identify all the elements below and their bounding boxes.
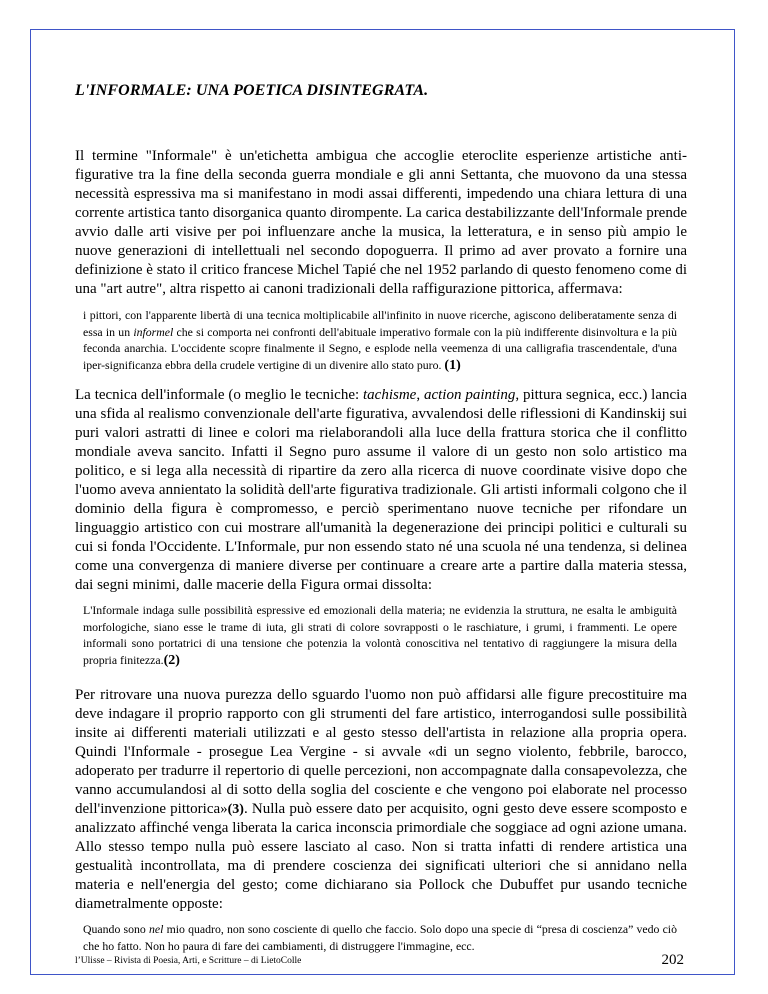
footnote-ref-1[interactable]: (1) bbox=[444, 357, 461, 373]
quote-3-italic: nel bbox=[148, 922, 164, 936]
paragraph-1: Il termine "Informale" è un'etichetta ambigua che accoglie eteroclite esperienze artistiche anti-figurative tra la fine della seconda guerra mondiale e gli anni Settanta, che muovono da una stessa necessità espressiva ma si manifestano in modi assai differenti, impedendo una chiara lettura di una corrente artistica tanto disorganica quanto dirompente. La carica destabilizzante dell'Informale prende avvio dalle arti visive per poi influenzare anche la musica, la letteratura, e in senso più ampio le nuove generazioni di intellettuali nel secondo dopoguerra. Il primo ad aver provato a fornire una definizione è stato il critico francese Michel Tapié che nel 1952 parlando di questo fenomeno come di una "art autre", altra rispetto ai canoni tradizionali della raffigurazione pittorica, affermava: bbox=[75, 148, 687, 297]
quote-3-text-cont: mio quadro, non sono cosciente di quello che faccio. Solo dopo una specie di “presa di coscienza” vedo ciò che ho fatto. Non ho paura di fare dei cambiamenti, di distruggere l'immagine, ecc. bbox=[83, 922, 677, 953]
paragraph-2-text: La tecnica dell'informale (o meglio le tecniche: bbox=[75, 387, 364, 403]
quote-1-italic: informel bbox=[133, 324, 174, 339]
quote-1-text-cont: che si comporta nei confronti dell'abituale imperativo formale con la più indifferente disinvoltura e la più feconda anarchia. L'occidente scopre finalmente il Segno, e esplode nella veemenza di una calligrafia trascendentale, d'una iper-significanza ebbra della crudele vertigine di un divenire allo stato puro. bbox=[83, 324, 677, 372]
paragraph-3-text-cont: . Nulla può essere dato per acquisito, ogni gesto deve essere scomposto e analizzato affinché venga liberata la carica inconscia primordiale che soggiace ad ogni azione umana. Allo stesso tempo nulla può essere lasciato al caso. Non si tratta infatti di rendere artistica una gestualità incontrollata, ma di prendere coscienza dei significati ulteriori che si annidano nella materia e nell'energia del gesto; come dichiarano sia Pollock che Dubuffet pur usando tecniche diametralmente opposte: bbox=[75, 801, 688, 912]
footer-journal-name: l’Ulisse – Rivista di Poesia, Arti, e Scritture – di LietoColle bbox=[75, 956, 302, 966]
quote-2-text: L'Informale indaga sulle possibilità espressive ed emozionali della materia; ne evidenzia la struttura, ne esalta le ambiguità morfologiche, siano esse le trame di iuta, gli strati di colore sovrapposti o le raschiature, i grumi, i frammenti. Le opere informali sono portatrici di una tensione che potenzia la volontà conoscitiva nel tentativo di raggiungere la misura della propria finitezza. bbox=[83, 603, 677, 667]
paragraph-2 bbox=[75, 386, 687, 595]
term-tachisme: tachisme bbox=[363, 387, 417, 403]
block-quote-1 bbox=[83, 307, 677, 374]
footnote-ref-2[interactable]: (2) bbox=[163, 652, 180, 668]
paragraph-2-text-cont: , pittura segnica, ecc.) lancia una sfida al realismo convenzionale dell'arte figurativa, avvalendosi delle riflessioni di Kandinskij sui puri valori astratti di linee e colori ma rielaborandoli alla luce della frattura storica che il conflitto mondiale aveva sancito. Infatti il Segno puro assume il valore di un gesto non solo artistico ma politico, e si lega alla necessità di ripartire da zero alla ricerca di nuove coordinate visive dopo che l'uomo aveva annientato la solidità dell'arte figurativa tradizionale. Gli artisti informali colgono che il dominio della figura è compromesso, e perciò sperimentano nuove tecniche per rifondare un linguaggio artistico con cui mostrare all'umanità la degenerazione dei principi politici e culturali su cui si fonda l'Occidente. L'Informale, pur non essendo stato né una scuola né una tendenza, si delinea come una convergenza di maniere diverse per continuare a creare arte a partire dalla materia stessa, dai segni minimi, dalle macerie della Figura ormai dissolta: bbox=[75, 387, 687, 593]
article-body bbox=[75, 82, 687, 954]
term-action-painting: action painting bbox=[423, 387, 516, 403]
article-title: L'INFORMALE: UNA POETICA DISINTEGRATA. bbox=[75, 82, 429, 99]
footnote-ref-3[interactable]: (3) bbox=[227, 802, 244, 817]
separator: , bbox=[416, 387, 424, 403]
paragraph-3 bbox=[75, 686, 687, 914]
block-quote-2 bbox=[83, 602, 677, 669]
block-quote-3 bbox=[83, 921, 677, 954]
quote-3-text: Quando sono bbox=[83, 922, 149, 936]
quote-1-text: i pittori, con l'apparente libertà di una tecnica moltiplicabile all'infinito in nuove ricerche, agiscono deliberatamente senza di essa in un bbox=[83, 308, 677, 339]
page-number: 202 bbox=[661, 952, 684, 968]
paragraph-3-text: Per ritrovare una nuova purezza dello sguardo l'uomo non può affidarsi alle figure precostituire ma deve indagare il proprio rapporto con gli strumenti del fare artistico, interrogandosi sulle possibilità insite ai differenti materiali utilizzati e al gesto stesso dell'artista in relazione alla propria opera. Quindi l'Informale - prosegue Lea Vergine - si avvale «di un segno violento, febbrile, barocco, adoperato per tradurre il repertorio di quelle percezioni, non accompagnate dalla consapevolezza, che vanno accumulandosi al di sotto della soglia del cosciente e che vengono poi elaborate nel processo dell'invenzione pittorica» bbox=[75, 687, 687, 817]
